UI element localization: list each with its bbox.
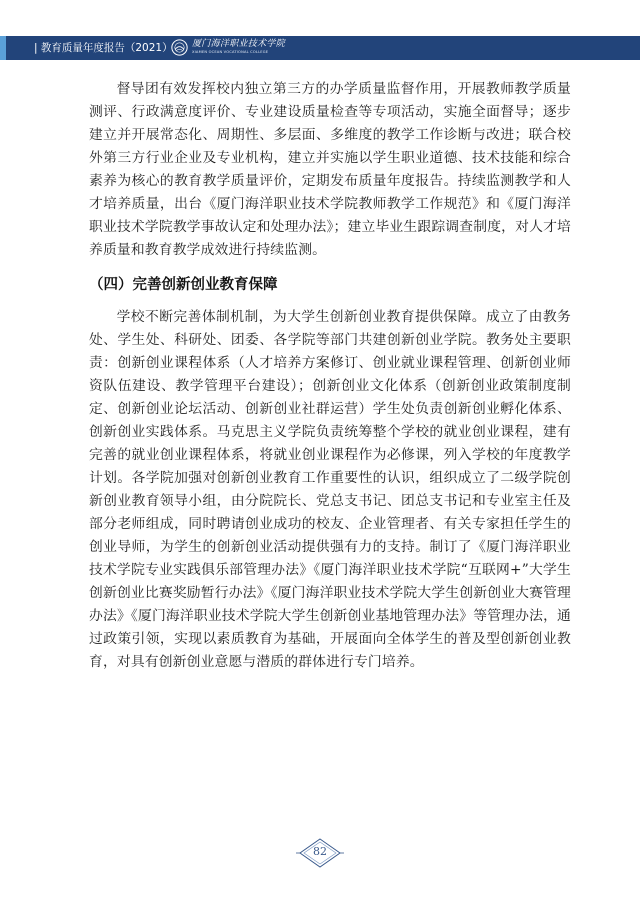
college-logo: [171, 37, 286, 59]
page-number: 82: [313, 845, 327, 858]
report-title: | 教育质量年度报告（2021）: [34, 42, 173, 54]
page-number-ornament: [296, 838, 344, 868]
college-name-cn: 厦门海洋职业技术学院: [192, 39, 286, 49]
college-emblem-icon: [171, 39, 188, 56]
header-accent-stripe: [0, 36, 6, 60]
paragraph-innovation: 学校不断完善体制机制，为大学生创新创业教育提供保障。成立了由教务处、学生处、科研处、团委、各学院等部门共建创新创业学院。教务处主要职责：创新创业课程体系（人才培养方案修订、创业就业课程管理、创新创业师资队伍建设、教学管理平台建设）；创新创业文化体系（创新创业政策制度制定、创新创业论坛活动、创新创业社群运营）学生处负责创新创业孵化体系、创新创业实践体系。马克思主义学院负责统筹整个学校的就业创业课程，建有完善的就业创业课程体系，将就业创业课程作为必修课，列入学校的年度教学计划。各学院加强对创新创业教育工作重要性的认识，组织成立了二级学院创新创业教育领导小组，由分院院长、党总支书记、团总支书记和专业室主任及部分老师组成，同时聘请创业成功的校友、企业管理者、有关专家担任学生的创业导师，为学生的创新创业活动提供强有力的支持。制订了《厦门海洋职业技术学院专业实践俱乐部管理办法》《厦门海洋职业技术学院“互联网+”大学生创新创业比赛奖励暂行办法》《厦门海洋职业技术学院大学生创新创业大赛管理办法》《厦门海洋职业技术学院大学生创新创业基地管理办法》等管理办法，通过政策引领，实现以素质教育为基础，开展面向全体学生的普及型创新创业教育，对具有创新创业意愿与潜质的群体进行专门培养。: [89, 309, 571, 670]
page-content: [89, 78, 571, 674]
section-heading: （四）完善创新创业教育保障: [89, 277, 278, 293]
college-name-en: XIAMEN OCEAN VOCATIONAL COLLEGE: [192, 50, 269, 54]
paragraph-supervision: 督导团有效发挥校内独立第三方的办学质量监督作用，开展教师教学质量测评、行政满意度评价、专业建设质量检查等专项活动，实施全面督导；逐步建立并开展常态化、周期性、多层面、多维度的教学工作诊断与改进；联合校外第三方行业企业及专业机构，建立并实施以学生职业道德、技术技能和综合素养为核心的教育教学质量评价，定期发布质量年度报告。持续监测教学和人才培养质量，出台《厦门海洋职业技术学院教师教学工作规范》和《厦门海洋职业技术学院教学事故认定和处理办法》；建立毕业生跟踪调查制度，对人才培养质量和教育教学成效进行持续监测。: [89, 81, 571, 258]
